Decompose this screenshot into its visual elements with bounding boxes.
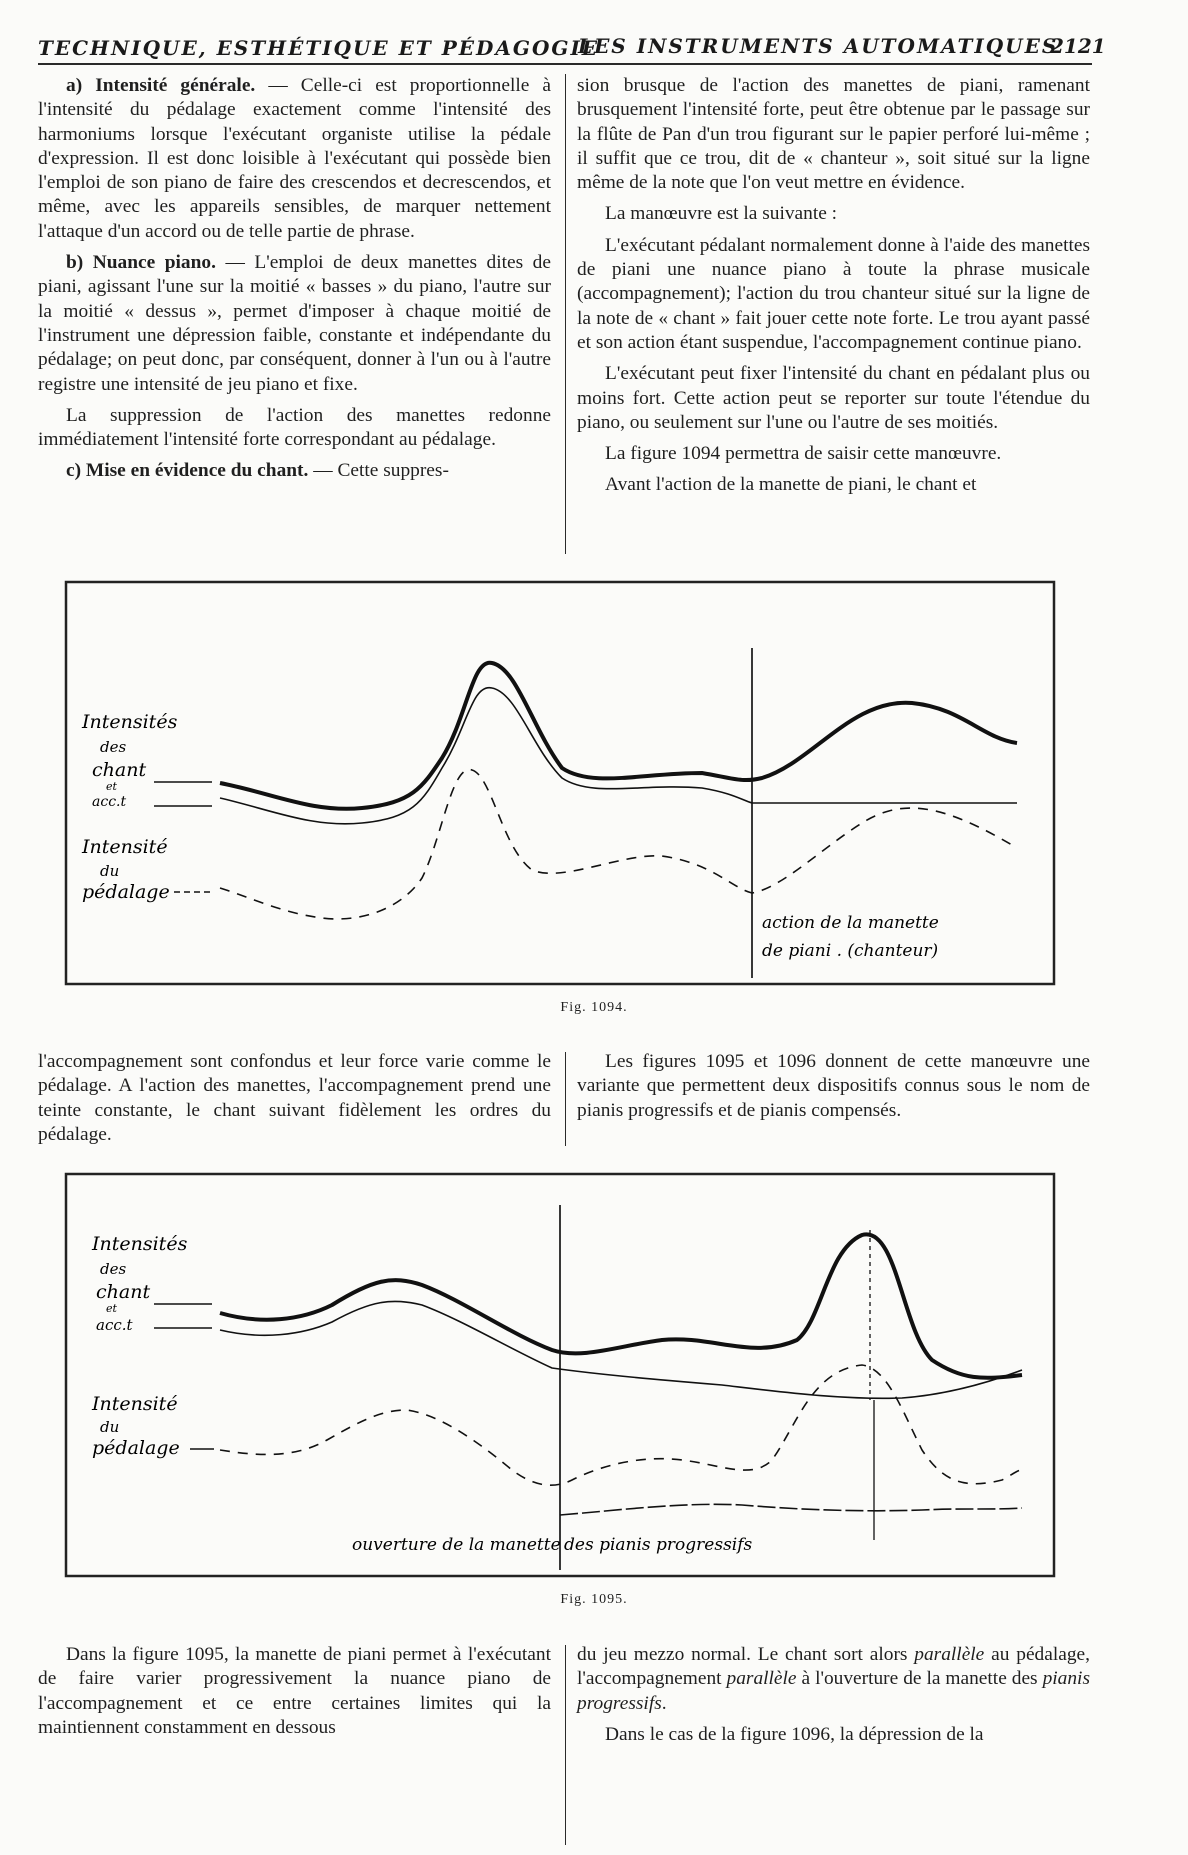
header-rule — [38, 63, 1092, 65]
running-header-right: LES INSTRUMENTS AUTOMATIQUES — [578, 34, 1059, 58]
label-acc: acc.t — [96, 1316, 133, 1334]
chant-curve — [220, 663, 1017, 809]
middle-left-column — [38, 1050, 551, 1154]
label-des: des — [100, 1260, 127, 1278]
italic-run: parallèle — [914, 1644, 985, 1665]
pedalage-curve — [220, 770, 1017, 919]
paragraph: L'exécutant pédalant normalement donne à l'aide des manettes de piani une nuance piano à toute la phrase musicale (accompagnement); l'action du trou chanteur situé sur la ligne de la note de « chant » fait jouer cette note forte. Le trou ayant passé et son action étant suspendue, l'accompagnement continue piano. — [577, 234, 1090, 353]
running-header-left: TECHNIQUE, ESTHÉTIQUE ET PÉDAGOGIE — [38, 36, 600, 60]
text-run: du jeu mezzo normal. Le chant sort alors — [577, 1644, 915, 1665]
label-pedalage: pédalage — [92, 1437, 180, 1459]
paragraph-suppression: La suppression de l'action des manettes redonne immédiatement l'intensité forte correspondant au pédalage. — [38, 404, 551, 451]
paragraph-mise-en-evidence — [38, 459, 551, 483]
italic-run: parallèle — [726, 1668, 797, 1690]
paragraph: Les figures 1095 et 1096 donnent de cette manœuvre une variante que permettent deux dispositifs connus sous le nom de pianis progressifs et de pianis compensés. — [577, 1051, 1090, 1121]
label-ouverture-manette: ouverture de la manette — [352, 1535, 561, 1555]
label-chant: chant — [92, 759, 147, 781]
subheading-a: a) Intensité générale. — [66, 75, 256, 96]
label-intensite: Intensité — [92, 1393, 178, 1415]
label-intensites: Intensités — [92, 1233, 188, 1255]
italic-run: pianis progressifs — [577, 1668, 1090, 1714]
page-number: 2121 — [1050, 34, 1106, 58]
paragraph: sion brusque de l'action des manettes de piani, ramenant brusquement l'intensité forte, peut être obtenue par le passage sur la flûte de Pan d'un trou figurant sur le papier perforé lui-même ; il suffit que ce trou, dit de « chanteur », soit situé sur la ligne même de la note que l'on veut mettre en évidence. — [577, 75, 1090, 194]
label-du: du — [100, 862, 120, 880]
paragraph-text: — Celle-ci est proportionnelle à l'intensité du pédalage exactement comme l'intensité des harmoniums lorsque l'exécutant organiste utilise la pédale d'expression. Il est donc loisible à l'exécutant qui possède bien l'emploi de son piano de faire des crescendos et decrescendos, et même, avec les appareils sensibles, de marquer nettement l'attaque d'un accord ou de telle partie de phrase. — [38, 75, 551, 242]
bottom-right-column — [577, 1643, 1090, 1754]
figure-1095 — [62, 1170, 1058, 1580]
column-divider — [565, 74, 566, 554]
bottom-left-column — [38, 1643, 551, 1747]
paragraph-text: — Cette suppres- — [308, 460, 449, 482]
paragraph: Dans la figure 1095, la manette de piani permet à l'exécutant de faire varier progressivement la nuance piano de l'accompagnement et ce entre certaines limites qui la maintiennent constamment en dessous — [38, 1644, 551, 1738]
paragraph-nuance-piano — [38, 251, 551, 397]
figure-1095-caption: Fig. 1095. — [560, 1592, 628, 1607]
chant-curve — [220, 1234, 1022, 1377]
paragraph: La manœuvre est la suivante : — [605, 203, 838, 225]
label-chant: chant — [96, 1281, 151, 1303]
label-acc: acc.t — [92, 794, 127, 810]
label-intensite: Intensité — [82, 836, 168, 858]
label-pedalage: pédalage — [82, 881, 170, 903]
figure-1094 — [62, 578, 1058, 988]
text-run: au pédalage, l'accompagnement — [577, 1644, 1090, 1690]
paragraph — [577, 1643, 1090, 1716]
label-intensites: Intensités — [82, 711, 178, 733]
label-pianis-progressifs: des pianis progressifs — [564, 1535, 753, 1555]
label-action-manette: action de la manette — [762, 913, 939, 933]
middle-right-column — [577, 1050, 1090, 1130]
paragraph: La figure 1094 permettra de saisir cette manœuvre. — [605, 443, 1002, 465]
label-du: du — [100, 1418, 120, 1436]
figure-1094-caption: Fig. 1094. — [560, 1000, 628, 1015]
subheading-b: b) Nuance piano. — [66, 252, 216, 274]
paragraph-intensite-generale — [38, 74, 551, 244]
top-left-column — [38, 74, 551, 491]
paragraph: Dans le cas de la figure 1096, la dépression de la — [605, 1723, 984, 1745]
subheading-c: c) Mise en évidence du chant. — [66, 460, 309, 482]
paragraph: L'exécutant peut fixer l'intensité du chant en pédalant plus ou moins fort. Cette action peut se reporter sur toute l'étendue du piano, ou seulement sur l'une ou l'autre de ses moitiés. — [577, 363, 1090, 433]
pianis-progressifs-line — [560, 1504, 1022, 1515]
label-des: des — [100, 738, 127, 756]
paragraph-text: — L'emploi de deux manettes dites de piani, agissant l'une sur la moitié « basses » du piano, l'autre sur la moitié « dessus », permet d'imposer à chaque moitié de l'instrument une dépression faible, constante et indépendante du pédalage; on peut donc, par conséquent, donner à l'un ou à l'autre registre une intensité de jeu piano et fixe. — [38, 252, 551, 395]
label-piani-chanteur: de piani . (chanteur) — [762, 941, 939, 961]
accompagnement-curve — [220, 1301, 1022, 1398]
column-divider — [565, 1645, 566, 1845]
text-run: . — [661, 1692, 667, 1714]
top-right-column — [577, 74, 1090, 505]
text-run: à l'ouverture de la manette des — [796, 1668, 1043, 1690]
column-divider — [565, 1052, 566, 1146]
paragraph: l'accompagnement sont confondus et leur force varie comme le pédalage. A l'action des manettes, l'accompagnement prend une teinte constante, le chant suivant fidèlement les ordres du pédalage. — [38, 1051, 551, 1145]
pedalage-curve — [220, 1365, 1022, 1485]
paragraph: Avant l'action de la manette de piani, le chant et — [605, 474, 977, 496]
label-et: et — [106, 1302, 117, 1315]
accompagnement-curve — [220, 688, 1017, 824]
label-et: et — [106, 780, 117, 793]
